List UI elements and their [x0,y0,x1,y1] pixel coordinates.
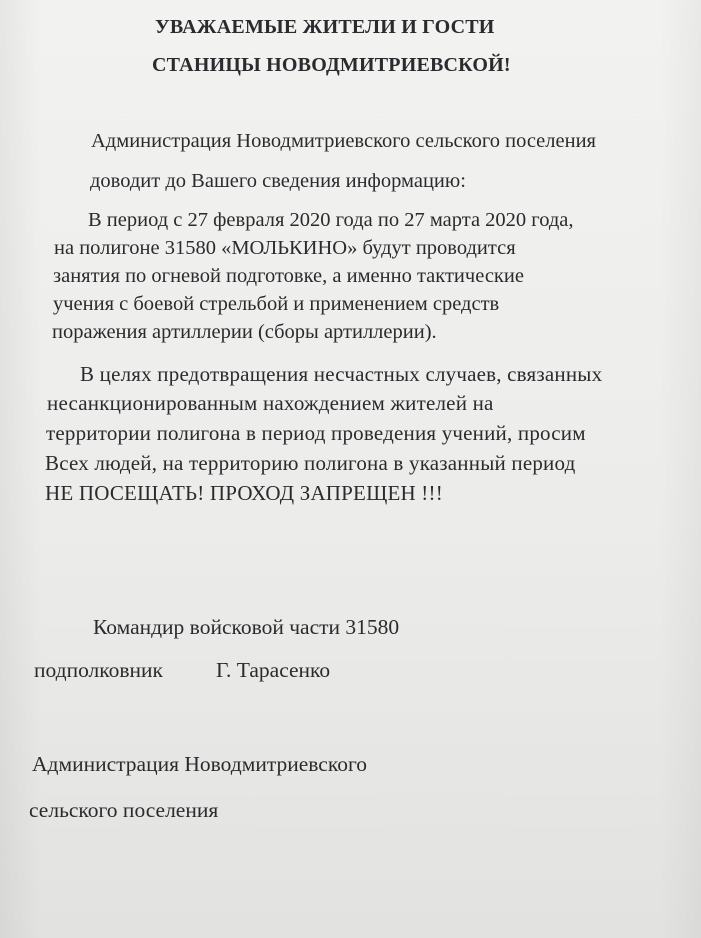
administration-signature-line2: сельского поселения [29,798,219,822]
paragraph2-line4: учения с боевой стрельбой и применением средств [53,293,500,315]
notice-title-line2: СТАНИЦЫ НОВОДМИТРИЕВСКОЙ! [152,54,511,76]
paragraph3-line3: территории полигона в период проведения учений, просим [46,421,586,445]
paragraph3-line1: В целях предотвращения несчастных случаев, связанных [80,362,603,386]
commander-position: Командир войсковой части 31580 [93,615,400,639]
administration-signature-line1: Администрация Новодмитриевского [32,752,367,776]
paragraph3-line2: несанкционированным нахождением жителей на [47,391,494,415]
paragraph2-line3: занятия по огневой подготовке, а именно тактические [53,265,524,287]
commander-name: Г. Тарасенко [216,658,331,682]
paragraph2-line5: поражения артиллерии (сборы артиллерии). [52,321,437,343]
paragraph2-line2: на полигоне 31580 «МОЛЬКИНО» будут проводится [54,237,516,259]
paragraph3-line4: Всех людей, на территорию полигона в указанный период [45,451,576,475]
commander-rank: подполковник [34,658,163,682]
notice-title-line1: УВАЖАЕМЫЕ ЖИТЕЛИ И ГОСТИ [155,16,495,38]
paragraph2-line1: В период с 27 февраля 2020 года по 27 марта 2020 года, [88,209,574,231]
paragraph1-line2: доводит до Вашего сведения информацию: [90,170,466,192]
warning-no-entry: НЕ ПОСЕЩАТЬ! ПРОХОД ЗАПРЕЩЕН !!! [45,481,443,505]
paragraph1-line1: Администрация Новодмитриевского сельского поселения [91,130,596,152]
